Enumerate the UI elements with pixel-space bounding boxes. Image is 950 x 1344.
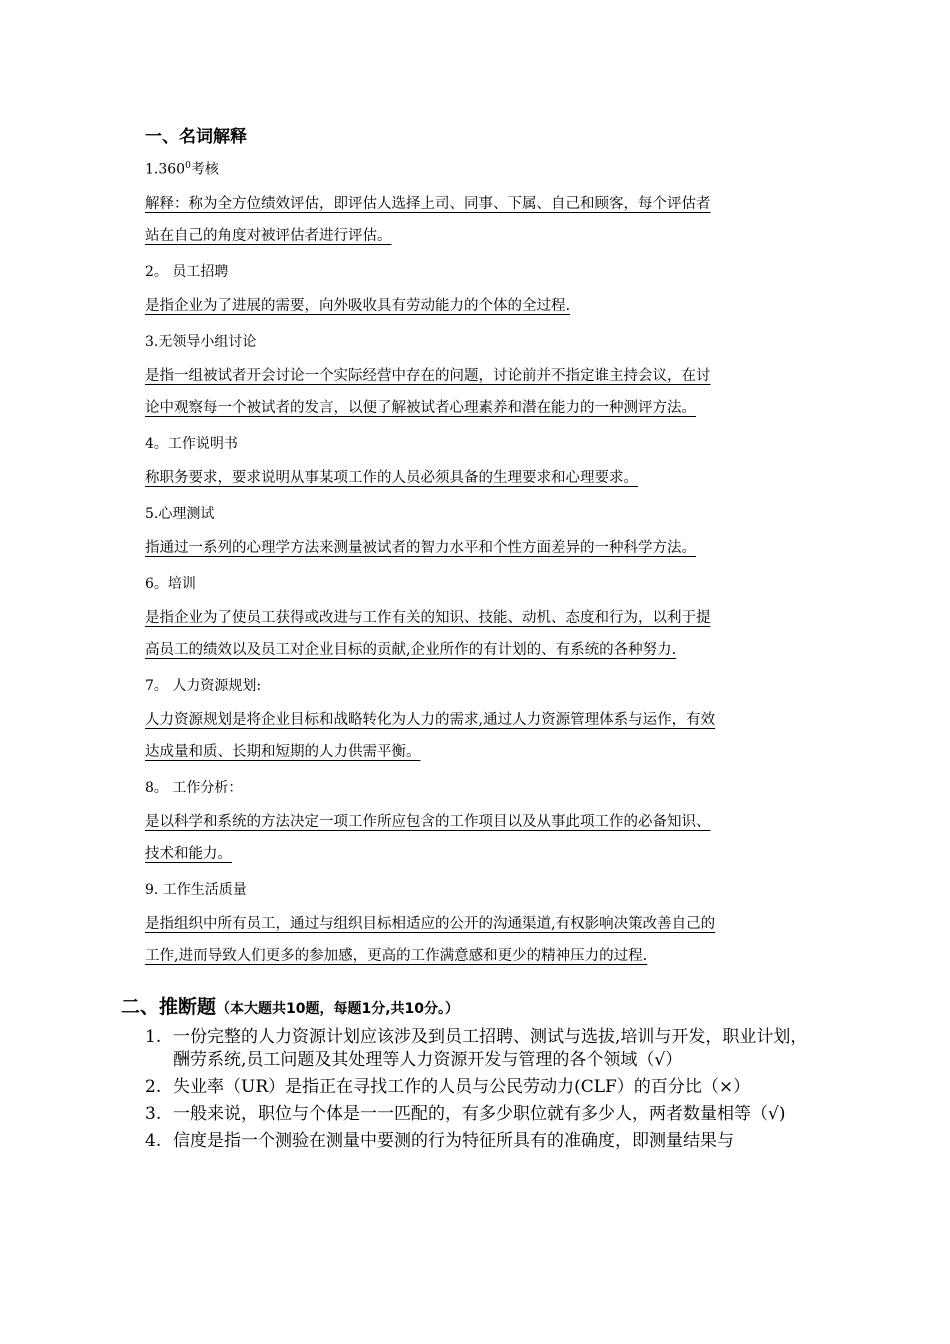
spacer: [145, 974, 815, 982]
spacer: [145, 566, 815, 574]
glossary-definition-line: [145, 734, 815, 770]
section1-heading: 一、名词解释: [145, 127, 247, 147]
glossary-definition-line: [145, 804, 815, 840]
glossary-term: [145, 156, 815, 180]
spacer: [145, 426, 815, 434]
definition-text: 论中观察每一个被试者的发言，以便了解被试者心理素养和潜在能力的一种测评方法。: [145, 399, 696, 416]
definition-text: 是指组织中所有员工，通过与组织目标相适应的公开的沟通渠道,有权影响决策改善自己的: [145, 915, 716, 932]
definition-text: 是以科学和系统的方法决定一项工作所应包含的工作项目以及从事此项工作的必备知识、: [145, 813, 711, 830]
question-text: 信度是指一个测验在测量中要测的行为特征所具有的准确度，即测量结果与: [173, 1130, 734, 1151]
glossary-term-text: 8。 工作分析：: [145, 779, 243, 796]
definition-text: 站在自己的角度对被评估者进行评估。: [145, 227, 392, 244]
glossary-term-text: 4。工作说明书: [145, 435, 238, 452]
glossary-term: [145, 574, 815, 594]
document-content: [121, 124, 815, 1157]
section2-note: （本大题共10题，每题1分,共10分。）: [216, 1000, 460, 1017]
question-item: [145, 1130, 815, 1153]
definition-text: 是指企业为了使员工获得或改进与工作有关的知识、技能、动机、态度和行为，以利于提: [145, 609, 711, 626]
glossary-list: [145, 156, 815, 982]
question-text: 一份完整的人力资源计划应该涉及到员工招聘、测试与选拔,培训与开发，职业计划，酬劳系统,员工问题及其处理等人力资源开发与管理的各个领域（√）: [173, 1026, 808, 1070]
glossary-term-text: 5.心理测试: [145, 505, 215, 522]
glossary-definition-line: [145, 288, 815, 324]
definition-text: 是指一组被试者开会讨论一个实际经营中存在的问题，讨论前并不指定谁主持会议，在讨: [145, 367, 711, 384]
glossary-definition-line: [145, 600, 815, 636]
section2-heading: [121, 994, 815, 1022]
glossary-term: [145, 880, 815, 900]
definition-text: 人力资源规划是将企业目标和战略转化为人力的需求,通过人力资源管理体系与运作，有效: [145, 711, 716, 728]
glossary-definition-line: [145, 836, 815, 872]
glossary-definition-line: [145, 186, 815, 222]
definition-text: 达成量和质、长期和短期的人力供需平衡。: [145, 743, 421, 760]
glossary-term-superscript: 0: [185, 161, 191, 171]
question-item: [145, 1103, 815, 1126]
definition-text: 技术和能力。: [145, 845, 232, 862]
glossary-term: [145, 504, 815, 524]
glossary-definition-line: [145, 906, 815, 942]
glossary-term-text: 3.无领导小组讨论: [145, 333, 257, 350]
question-number: 2.: [145, 1076, 162, 1097]
question-text: 一般来说，职位与个体是一一匹配的，有多少职位就有多少人，两者数量相等（√): [173, 1103, 786, 1124]
spacer: [145, 254, 815, 262]
true-false-list: [145, 1026, 815, 1153]
definition-text: 高员工的绩效以及员工对企业目标的贡献,企业所作的有计划的、有系统的各种努力.: [145, 641, 677, 658]
glossary-definition-line: [145, 938, 815, 974]
glossary-definition-line: [145, 358, 815, 394]
glossary-definition-line: [145, 390, 815, 426]
definition-text: 是指企业为了进展的需要，向外吸收具有劳动能力的个体的全过程.: [145, 297, 571, 314]
definition-text: 指通过一系列的心理学方法来测量被试者的智力水平和个性方面差异的一种科学方法。: [145, 539, 696, 556]
definition-text: 工作,进而导致人们更多的参加感，更高的工作满意感和更少的精神压力的过程.: [145, 947, 648, 964]
question-item: [145, 1076, 815, 1099]
glossary-term: [145, 262, 815, 282]
glossary-term: [145, 332, 815, 352]
glossary-term-text: 1.360: [145, 161, 186, 178]
spacer: [145, 324, 815, 332]
glossary-term: [145, 676, 815, 696]
glossary-term-text: 2。 员工招聘: [145, 263, 229, 280]
spacer: [145, 496, 815, 504]
glossary-term-suffix: 考核: [190, 161, 219, 178]
question-number: 1.: [145, 1026, 162, 1047]
glossary-term-text: 9. 工作生活质量: [145, 881, 247, 898]
glossary-definition-line: [145, 632, 815, 668]
glossary-definition-line: [145, 218, 815, 254]
glossary-definition-line: [145, 460, 815, 496]
question-text: 失业率（UR）是指正在寻找工作的人员与公民劳动力(CLF）的百分比（×）: [173, 1076, 751, 1097]
spacer: [145, 770, 815, 778]
glossary-term: [145, 434, 815, 454]
question-item: [145, 1026, 815, 1072]
section2-title: 二、推断题: [121, 995, 217, 1018]
spacer: [145, 668, 815, 676]
spacer: [145, 872, 815, 880]
question-number: 3.: [145, 1103, 162, 1124]
glossary-term-text: 6。培训: [145, 575, 196, 592]
definition-text: 称职务要求，要求说明从事某项工作的人员必须具备的生理要求和心理要求。: [145, 469, 638, 486]
glossary-term-text: 7。 人力资源规划:: [145, 677, 262, 694]
glossary-definition-line: [145, 530, 815, 566]
definition-text: 解释：称为全方位绩效评估，即评估人选择上司、同事、下属、自己和顾客，每个评估者: [145, 195, 711, 212]
glossary-definition-line: [145, 702, 815, 738]
glossary-term: [145, 778, 815, 798]
question-number: 4.: [145, 1130, 162, 1151]
